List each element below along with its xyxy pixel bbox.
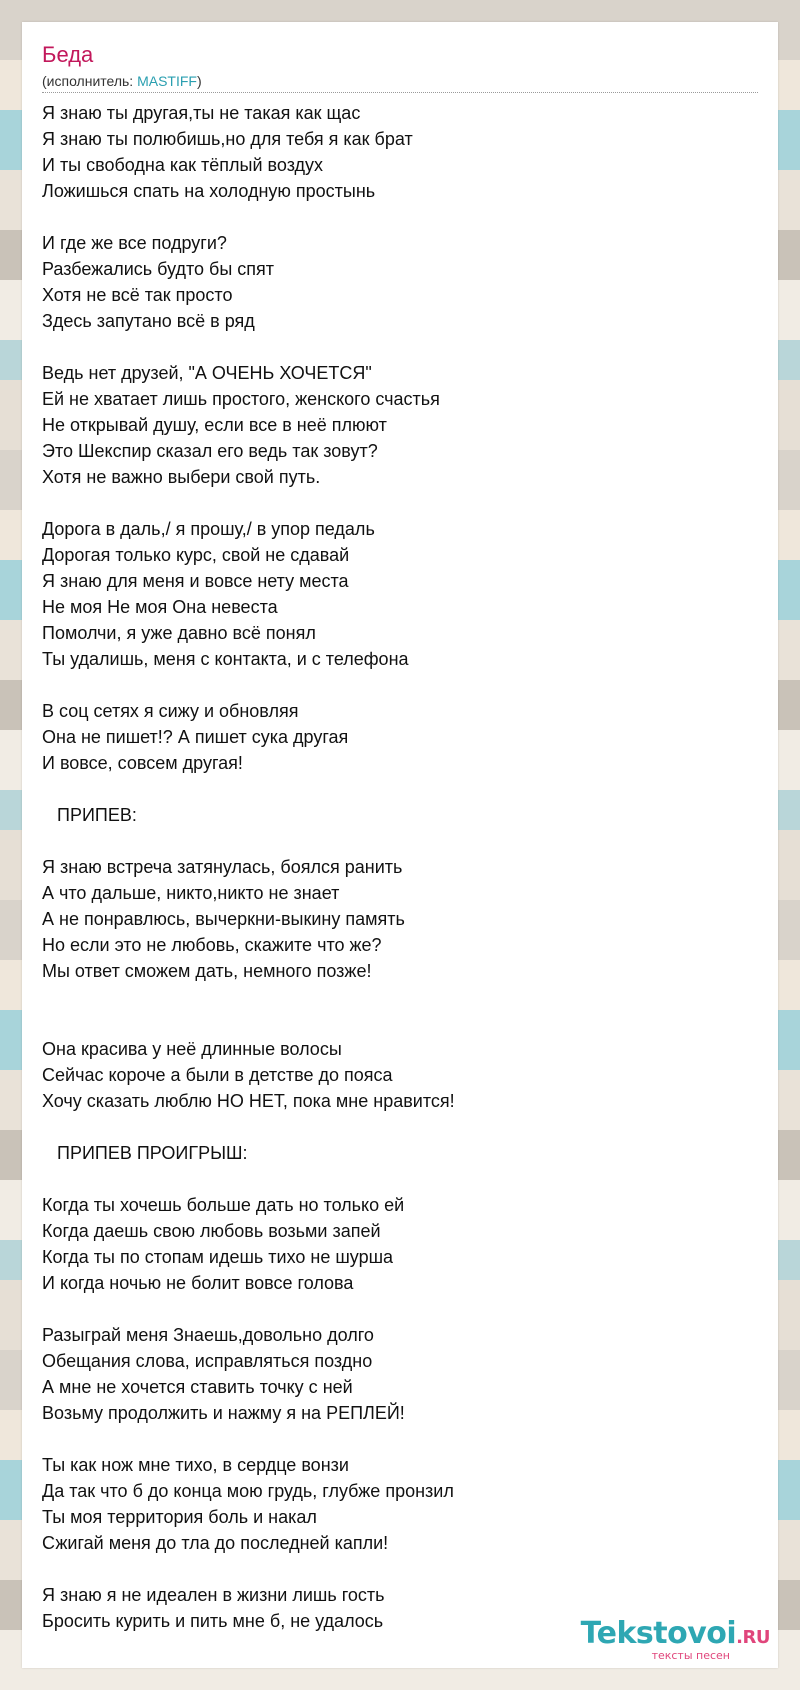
lyrics-blank-line: [42, 672, 742, 698]
lyrics-line: Здесь запутано всё в ряд: [42, 311, 255, 331]
logo-tld: .RU: [736, 1627, 770, 1648]
lyrics-line: Ты моя территория боль и накал: [42, 1507, 317, 1527]
lyrics-line: И ты свободна как тёплый воздух: [42, 155, 324, 175]
lyrics-line: Возьму продолжить и нажму я на РЕПЛЕЙ!: [42, 1403, 405, 1423]
lyrics-line: Сжигай меня до тла до последней капли!: [42, 1533, 389, 1553]
site-logo[interactable]: [581, 1618, 770, 1662]
lyrics-line: Обещания слова, исправляться поздно: [42, 1351, 373, 1371]
lyrics-blank-line: [42, 1010, 742, 1036]
lyrics-line: Помолчи, я уже давно всё понял: [42, 623, 316, 643]
lyrics-blank-line: [42, 1296, 742, 1322]
logo-main-text: Tekstovoi: [580, 1616, 737, 1651]
lyrics-line: Когда ты по стопам идешь тихо не шурша: [42, 1247, 394, 1267]
lyrics-line: Это Шекспир сказал его ведь так зовут?: [42, 441, 378, 461]
lyrics-line: Ты удалишь, меня с контакта, и с телефона: [42, 649, 409, 669]
lyrics-line: Хотя не важно выбери свой путь.: [42, 467, 321, 487]
lyrics-line: Бросить курить и пить мне б, не удалось: [42, 1611, 384, 1631]
logo-tagline: тексты песен: [651, 1649, 730, 1662]
lyrics-line: Не моя Не моя Она невеста: [42, 597, 278, 617]
lyrics-line: Ты как нож мне тихо, в сердце вонзи: [42, 1455, 349, 1475]
lyrics-line: Дорогая только курс, свой не сдавай: [42, 545, 350, 565]
lyrics-line: Я знаю встреча затянулась, боялся ранить: [42, 857, 403, 877]
lyrics-line: И где же все подруги?: [42, 233, 227, 253]
lyrics-line: Я знаю для меня и вовсе нету места: [42, 571, 349, 591]
lyrics-blank-line: [42, 490, 742, 516]
lyrics-line: И вовсе, совсем другая!: [42, 753, 243, 773]
performer-suffix: ): [196, 73, 202, 89]
performer-prefix: (исполнитель:: [42, 73, 138, 89]
lyrics-line: Не открывай душу, если все в неё плюют: [42, 415, 387, 435]
lyrics-line: Я знаю ты полюбишь,но для тебя я как брат: [42, 129, 413, 149]
performer-line: [42, 72, 202, 90]
song-title: Беда: [42, 42, 94, 67]
lyrics-blank-line: [42, 334, 742, 360]
lyrics-line: Хотя не всё так просто: [42, 285, 233, 305]
lyrics-blank-line: [42, 776, 742, 802]
lyrics-line: Я знаю ты другая,ты не такая как щас: [42, 103, 361, 123]
lyrics-line: Дорога в даль,/ я прошу,/ в упор педаль: [42, 519, 375, 539]
lyrics-line: В соц сетях я сижу и обновляя: [42, 701, 299, 721]
lyrics-line: Сейчас короче а были в детстве до пояса: [42, 1065, 393, 1085]
lyrics-blank-line: [42, 204, 742, 230]
lyrics-line: Ей не хватает лишь простого, женского счастья: [42, 389, 440, 409]
lyrics-line: А не понравлюсь, вычеркни-выкину память: [42, 909, 405, 929]
lyrics-blank-line: [42, 984, 742, 1010]
lyrics-line: Разыграй меня Знаешь,довольно долго: [42, 1325, 374, 1345]
lyrics-blank-line: [42, 828, 742, 854]
title-divider: [42, 92, 758, 93]
lyrics-card: [22, 22, 778, 1668]
lyrics-line: Ложишься спать на холодную простынь: [42, 181, 376, 201]
lyrics-blank-line: [42, 1166, 742, 1192]
lyrics-line: Я знаю я не идеален в жизни лишь гость: [42, 1585, 385, 1605]
lyrics-line: И когда ночью не болит вовсе голова: [42, 1273, 354, 1293]
lyrics-line: Разбежались будто бы спят: [42, 259, 275, 279]
lyrics-line: Она не пишет!? А пишет сука другая: [42, 727, 349, 747]
lyrics-blank-line: [42, 1556, 742, 1582]
lyrics-line: А что дальше, никто,никто не знает: [42, 883, 340, 903]
lyrics-line: Она красива у неё длинные волосы: [42, 1039, 342, 1059]
lyrics-line: Ведь нет друзей, "А ОЧЕНЬ ХОЧЕТСЯ": [42, 363, 372, 383]
lyrics-line: Мы ответ сможем дать, немного позже!: [42, 961, 372, 981]
lyrics-blank-line: [42, 1426, 742, 1452]
performer-link[interactable]: MASTIFF: [137, 73, 197, 89]
lyrics-line: ПРИПЕВ:: [42, 805, 137, 825]
lyrics-text: [42, 100, 742, 1634]
lyrics-line: Когда даешь свою любовь возьми запей: [42, 1221, 381, 1241]
lyrics-line: Но если это не любовь, скажите что же?: [42, 935, 382, 955]
lyrics-line: Когда ты хочешь больше дать но только ей: [42, 1195, 405, 1215]
lyrics-line: Хочу сказать люблю НО НЕТ, пока мне нравится!: [42, 1091, 455, 1111]
lyrics-line: ПРИПЕВ ПРОИГРЫШ:: [42, 1143, 248, 1163]
lyrics-line: Да так что б до конца мою грудь, глубже пронзил: [42, 1481, 454, 1501]
lyrics-line: А мне не хочется ставить точку с ней: [42, 1377, 353, 1397]
lyrics-blank-line: [42, 1114, 742, 1140]
